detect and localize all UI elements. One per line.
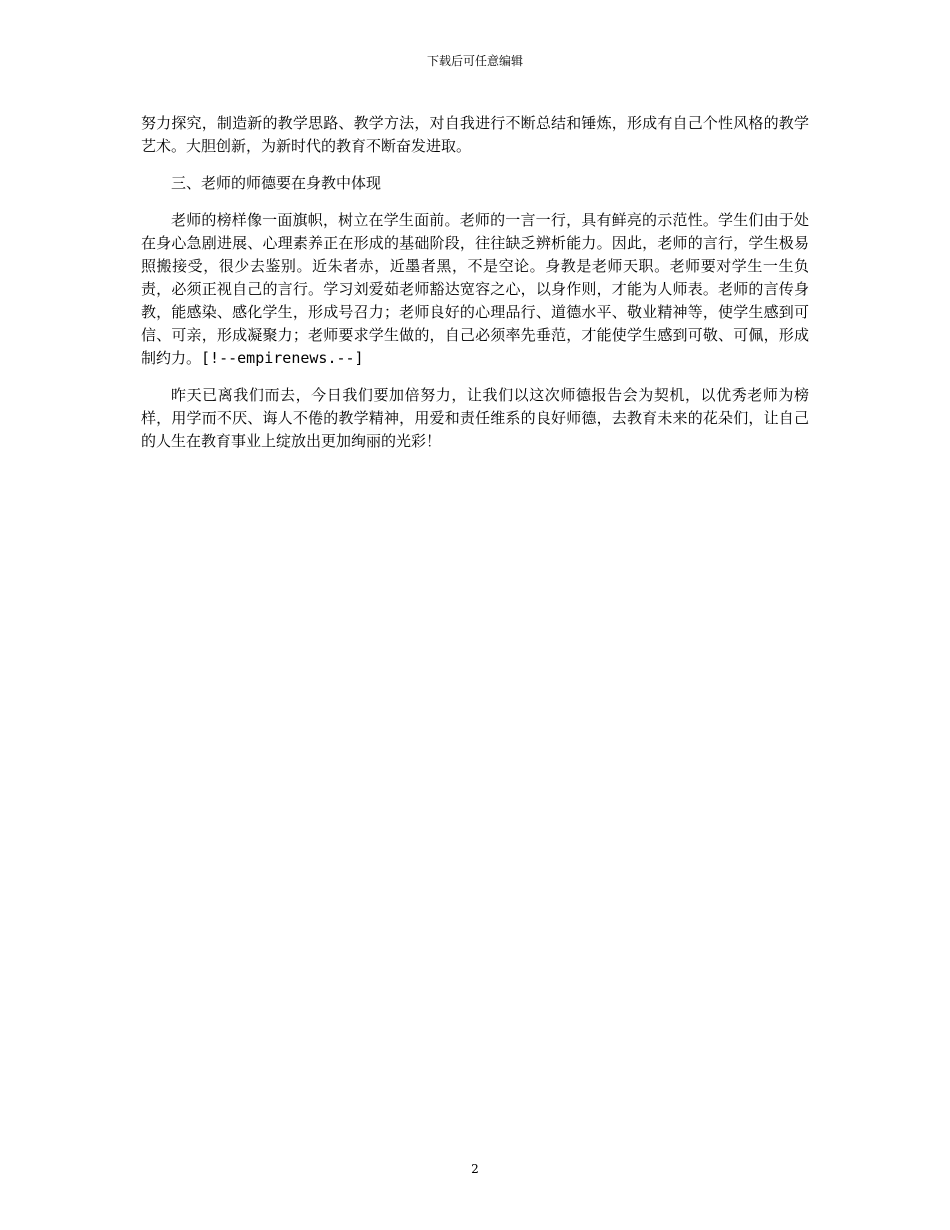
paragraph-2-text: 老师的榜样像一面旗帜，树立在学生面前。老师的一言一行，具有鲜亮的示范性。学生们由于处在身心急剧进展、心理素养正在形成的基础阶段，往往缺乏辨析能力。因此，老师的言行，学生极易照搬接受，很少去鉴别。近朱者赤，近墨者黑，不是空论。身教是老师天职。老师要对学生一生负责，必须正视自己的言行。学习刘爱茹老师豁达宽容之心，以身作则，才能为人师表。老师的言传身教，能感染、感化学生，形成号召力；老师良好的心理品行、道德水平、敬业精神等，使学生感到可信、可亲，形成凝聚力；老师要求学生做的，自己必须率先垂范，才能使学生感到可敬、可佩，形成制约力。 — [141, 211, 809, 367]
document-body — [141, 112, 809, 467]
page-number: 2 — [471, 1162, 479, 1176]
template-tag: [!--empirenews.--] — [201, 349, 364, 367]
page-header: 下载后可任意编辑 — [426, 54, 523, 68]
paragraph-2 — [141, 209, 809, 370]
paragraph-1: 努力探究，制造新的教学思路、教学方法，对自我进行不断总结和锤炼，形成有自己个性风格的教学艺术。大胆创新，为新时代的教育不断奋发进取。 — [141, 114, 809, 155]
section-heading-3: 三、老师的师德要在身教中体现 — [171, 174, 382, 192]
paragraph-3: 昨天已离我们而去，今日我们要加倍努力，让我们以这次师德报告会为契机，以优秀老师为榜样，用学而不厌、诲人不倦的教学精神，用爱和责任维系的良好师德，去教育未来的花朵们，让自己的人生在教育事业上绽放出更加绚丽的光彩！ — [141, 386, 809, 450]
